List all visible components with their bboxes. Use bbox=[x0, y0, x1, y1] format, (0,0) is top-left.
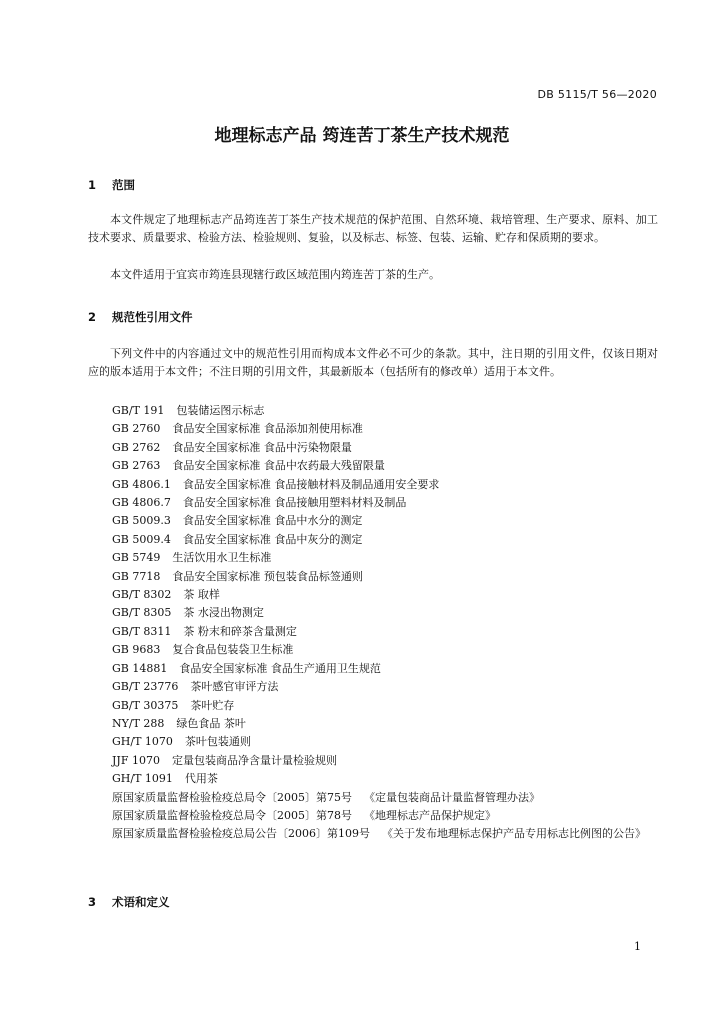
reference-item bbox=[112, 549, 662, 567]
reference-title: 茶叶感官审评方法 bbox=[190, 680, 279, 694]
reference-code: GB 4806.7 bbox=[112, 496, 171, 510]
reference-item bbox=[112, 697, 662, 715]
reference-code: 原国家质量监督检验检疫总局令〔2005〕第78号 bbox=[112, 808, 352, 822]
reference-code: GB 7718 bbox=[112, 569, 161, 583]
reference-item bbox=[112, 660, 662, 678]
section-heading-normative-references bbox=[88, 309, 193, 325]
reference-code: GB 2763 bbox=[112, 459, 161, 473]
reference-item bbox=[112, 586, 662, 604]
references-intro-paragraph: 下列文件中的内容通过文中的规范性引用而构成本文件必不可少的条款。其中，注日期的引用文件，仅该日期对应的版本适用于本文件；不注日期的引用文件，其最新版本（包括所有的修改单）适用于本文件。 bbox=[88, 347, 658, 378]
reference-item bbox=[112, 439, 662, 457]
reference-title: 《关于发布地理标志保护产品专用标志比例图的公告》 bbox=[382, 827, 646, 841]
reference-item bbox=[112, 420, 662, 438]
reference-title: 定量包装商品净含量计量检验规则 bbox=[171, 753, 337, 767]
reference-code: 原国家质量监督检验检疫总局令〔2005〕第75号 bbox=[112, 790, 352, 804]
reference-item bbox=[112, 715, 662, 733]
reference-item bbox=[112, 531, 662, 549]
reference-title: 包装储运图示标志 bbox=[176, 404, 265, 417]
reference-item bbox=[112, 604, 662, 622]
reference-title: 食品安全国家标准 食品接触用塑料材料及制品 bbox=[182, 496, 407, 510]
reference-code: GB/T 23776 bbox=[112, 680, 179, 694]
reference-code: GB 2762 bbox=[112, 440, 161, 454]
scope-paragraph-1: 本文件规定了地理标志产品筠连苦丁茶生产技术规范的保护范围、自然环境、栽培管理、生产要求、原料、加工技术要求、质量要求、检验方法、检验规则、复验，以及标志、标签、包装、运输、贮存和保质期的要求。 bbox=[88, 213, 658, 244]
reference-item bbox=[112, 457, 662, 475]
reference-code: GB/T 30375 bbox=[112, 698, 179, 712]
reference-code: GB/T 8305 bbox=[112, 606, 172, 620]
section-heading-terms-definitions bbox=[88, 894, 170, 910]
reference-title: 代用茶 bbox=[184, 772, 218, 786]
reference-code: GB/T 8311 bbox=[112, 624, 172, 638]
reference-title: 食品安全国家标准 预包装食品标签通则 bbox=[172, 569, 363, 583]
reference-title: 茶 水浸出物测定 bbox=[183, 606, 264, 620]
reference-item bbox=[112, 512, 662, 530]
reference-code: GB/T 191 bbox=[112, 404, 165, 417]
reference-title: 食品安全国家标准 食品接触材料及制品通用安全要求 bbox=[182, 477, 440, 491]
reference-title: 食品安全国家标准 食品中灰分的测定 bbox=[182, 532, 363, 546]
reference-item bbox=[112, 568, 662, 586]
reference-item bbox=[112, 476, 662, 494]
reference-item bbox=[112, 494, 662, 512]
reference-code: 原国家质量监督检验检疫总局公告〔2006〕第109号 bbox=[112, 827, 370, 841]
reference-title: 茶 粉末和碎茶含量测定 bbox=[183, 624, 297, 638]
section-number: 2 bbox=[88, 310, 97, 324]
reference-code: GB 4806.1 bbox=[112, 477, 171, 491]
reference-code: GB 14881 bbox=[112, 661, 168, 675]
section-title: 范围 bbox=[112, 178, 136, 192]
reference-item bbox=[112, 641, 662, 659]
reference-title: 绿色食品 茶叶 bbox=[176, 716, 246, 730]
page-number: 1 bbox=[634, 940, 641, 953]
section-title: 规范性引用文件 bbox=[112, 310, 193, 324]
reference-item bbox=[112, 770, 662, 788]
document-title: 地理标志产品 筠连苦丁茶生产技术规范 bbox=[214, 126, 510, 146]
section-number: 1 bbox=[88, 178, 97, 192]
reference-code: GB/T 8302 bbox=[112, 588, 172, 602]
reference-title: 食品安全国家标准 食品添加剂使用标准 bbox=[172, 422, 363, 436]
reference-item bbox=[112, 807, 662, 825]
reference-code: GB 5009.4 bbox=[112, 532, 171, 546]
reference-title: 食品安全国家标准 食品中农药最大残留限量 bbox=[172, 459, 385, 473]
reference-code: GB 2760 bbox=[112, 422, 161, 436]
reference-title: 《地理标志产品保护规定》 bbox=[364, 808, 496, 822]
reference-title: 食品安全国家标准 食品中污染物限量 bbox=[172, 440, 352, 454]
reference-title: 食品安全国家标准 食品生产通用卫生规范 bbox=[179, 661, 381, 675]
reference-title: 茶叶贮存 bbox=[190, 698, 235, 712]
reference-code: GH/T 1091 bbox=[112, 772, 173, 786]
reference-title: 《定量包装商品计量监督管理办法》 bbox=[364, 790, 540, 804]
reference-item bbox=[112, 623, 662, 641]
reference-item bbox=[112, 825, 662, 843]
section-heading-scope bbox=[88, 177, 135, 193]
reference-code: GB 5749 bbox=[112, 551, 161, 565]
reference-title: 食品安全国家标准 食品中水分的测定 bbox=[182, 514, 363, 528]
reference-code: GB 9683 bbox=[112, 643, 161, 657]
reference-code: GH/T 1070 bbox=[112, 735, 173, 749]
section-title: 术语和定义 bbox=[112, 895, 170, 909]
reference-item bbox=[112, 789, 662, 807]
reference-item bbox=[112, 402, 662, 420]
reference-item bbox=[112, 733, 662, 751]
reference-title: 茶 取样 bbox=[183, 588, 220, 602]
reference-title: 茶叶包装通则 bbox=[184, 735, 251, 749]
reference-code: GB 5009.3 bbox=[112, 514, 171, 528]
reference-item bbox=[112, 752, 662, 770]
reference-title: 生活饮用水卫生标准 bbox=[172, 551, 272, 565]
reference-code: NY/T 288 bbox=[112, 716, 165, 730]
reference-title: 复合食品包装袋卫生标准 bbox=[172, 643, 294, 657]
reference-list bbox=[112, 402, 662, 844]
scope-paragraph-2: 本文件适用于宜宾市筠连县现辖行政区域范围内筠连苦丁茶的生产。 bbox=[110, 268, 440, 281]
reference-item bbox=[112, 678, 662, 696]
section-number: 3 bbox=[88, 895, 97, 909]
reference-code: JJF 1070 bbox=[112, 753, 160, 767]
standard-code: DB 5115/T 56—2020 bbox=[537, 88, 657, 101]
